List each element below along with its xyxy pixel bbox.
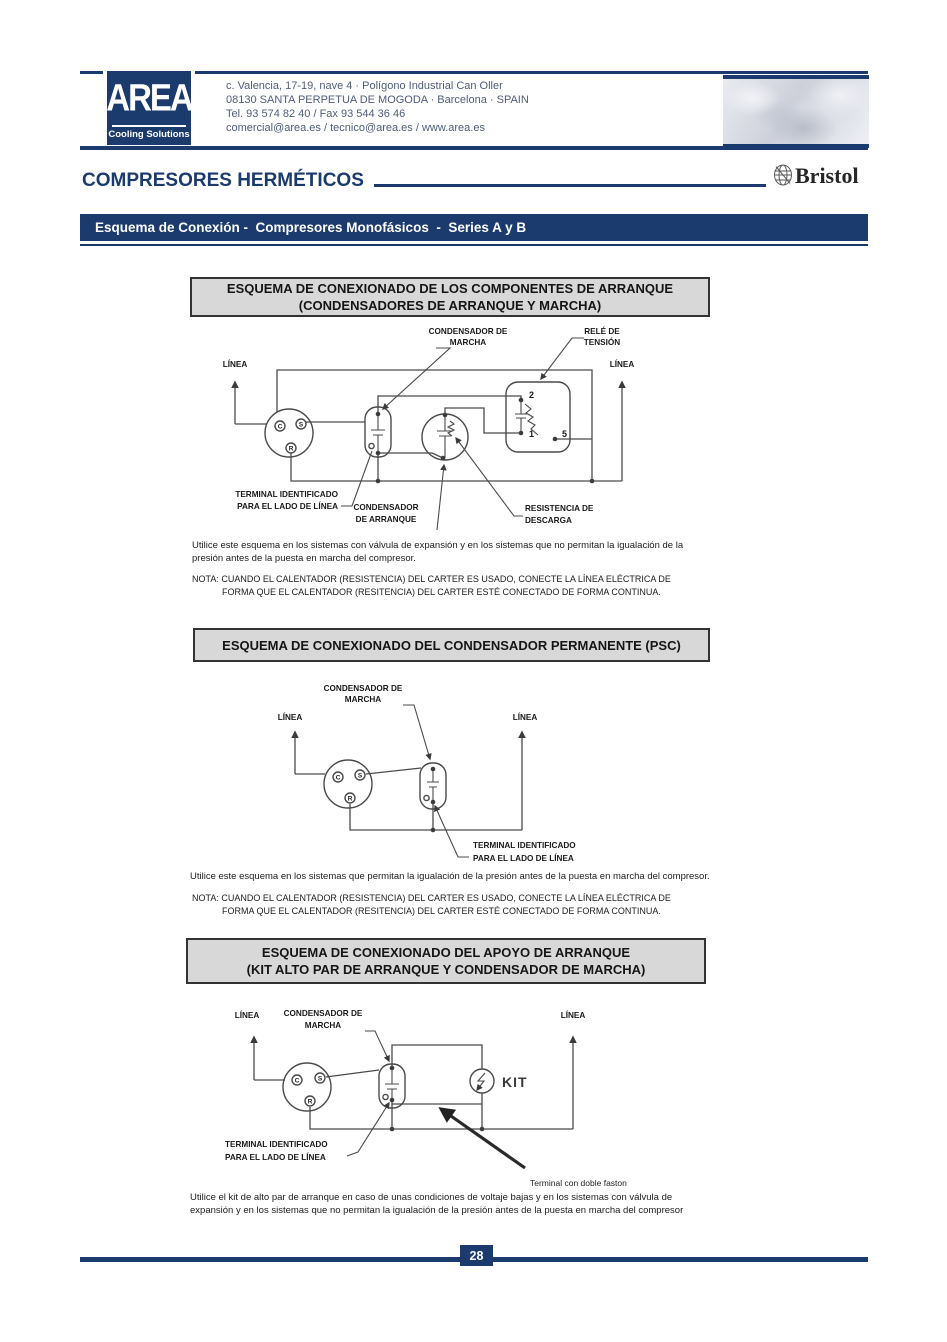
run-capacitor-label-2: MARCHA	[304, 1021, 342, 1030]
section-banner: Esquema de Conexión - Compresores Monofásicos - Series A y B	[80, 214, 868, 241]
faston-label: Terminal con doble faston	[530, 1178, 627, 1188]
terminal-s-label: S	[317, 1075, 323, 1083]
run-capacitor-leader	[383, 348, 450, 409]
diagram3-caption-line2: expansión y en los sistemas que no permitan la igualación de la presión antes de la puesta en marcha del compresor	[190, 1205, 684, 1216]
terminal-s-label: S	[357, 772, 363, 780]
discharge-resistor-symbol	[448, 421, 454, 436]
junction-dot	[590, 479, 595, 484]
globe-icon	[772, 163, 794, 189]
run-capacitor-label-2: MARCHA	[344, 695, 382, 704]
run-capacitor-leader	[403, 705, 430, 759]
diagram2-caption-line1: Utilice este esquema en los sistemas que permitan la igualación de la presión antes de la puesta en marcha del compresor.	[190, 871, 710, 882]
diagram1-title-line2: (CONDENSADORES DE ARRANQUE Y MARCHA)	[298, 298, 602, 313]
identified-terminal-label-2: PARA EL LADO DE LÍNEA	[473, 854, 574, 863]
relay-terminal-2-label: 2	[529, 390, 535, 400]
kit-label: KIT	[502, 1074, 528, 1090]
diagram2-title-box	[193, 628, 710, 662]
bristol-logo	[772, 163, 859, 189]
linea-right-label: LÍNEA	[512, 713, 538, 722]
terminal-c-label: C	[335, 774, 341, 782]
diagram2-caption	[190, 870, 725, 883]
diagram3-caption	[190, 1191, 720, 1217]
phone-fax-line: Tel. 93 574 82 40 / Fax 93 544 36 46	[226, 108, 406, 120]
junction-dot	[376, 479, 381, 484]
voltage-relay-symbol	[506, 382, 570, 452]
run-capacitor-leader	[365, 1031, 389, 1061]
identified-terminal-leader	[341, 451, 372, 506]
diagram2-nota-line2: FORMA QUE EL CALENTADOR (RESITENCIA) DEL CARTER ESTÉ CONECTADO DE FORMA CONTINUA.	[222, 905, 661, 916]
junction-dot	[390, 1127, 395, 1132]
linea-left-label: LÍNEA	[222, 360, 248, 369]
header-bottom-rule	[80, 146, 868, 150]
area-logo-text: AREA	[106, 76, 192, 119]
linea-left-label: LÍNEA	[277, 713, 303, 722]
email-web-line: comercial@area.es / tecnico@area.es / www.area.es	[226, 122, 485, 134]
page-number-badge: 28	[460, 1245, 493, 1266]
terminal-r-label: R	[347, 795, 353, 803]
diagram3-caption-line1: Utilice el kit de alto par de arranque en caso de unas condiciones de voltaje bajas y en los sistemas con válvula de	[190, 1192, 673, 1203]
diagram3-title-box	[186, 938, 706, 984]
company-address-block	[226, 79, 529, 135]
diagram1-caption-line1: Utilice este esquema en los sistemas con válvula de expansión y en los sistemas que no permitan la igualación de la	[192, 540, 684, 551]
identified-terminal-label-1: TERMINAL IDENTIFICADO	[225, 1140, 328, 1149]
diagram2-wires	[295, 732, 522, 830]
title-rule	[374, 184, 766, 187]
banner-underline	[80, 244, 868, 246]
linea-right-label: LÍNEA	[560, 1011, 586, 1020]
identified-terminal-label-1: TERMINAL IDENTIFICADO	[235, 490, 338, 499]
terminal-c-label: C	[294, 1077, 300, 1085]
start-capacitor-label-1: CONDENSADOR	[353, 503, 419, 512]
relay-terminal-1-label: 1	[529, 429, 535, 439]
junction-dot	[431, 828, 436, 833]
diagram1-title-line1: ESQUEMA DE CONEXIONADO DE LOS COMPONENTES DE ARRANQUE	[226, 281, 674, 296]
discharge-resistor-label-2: DESCARGA	[525, 516, 572, 525]
diagram1-nota-line2: FORMA QUE EL CALENTADOR (RESITENCIA) DEL CARTER ESTÉ CONECTADO DE FORMA CONTINUA.	[222, 586, 661, 597]
start-capacitor-label-2: DE ARRANQUE	[355, 515, 417, 524]
run-capacitor-label-1: CONDENSADOR DE	[323, 684, 403, 693]
area-logo-tagline: Cooling Solutions	[108, 129, 190, 140]
address-line-2: 08130 SANTA PERPETUA DE MOGODA · Barcelona · SPAIN	[226, 94, 529, 106]
junction-dot	[480, 1127, 485, 1132]
discharge-resistor-label-1: RESISTENCIA DE	[525, 504, 594, 513]
header-decorative-image	[723, 75, 869, 148]
terminal-s-label: S	[298, 421, 304, 429]
run-capacitor-symbol	[365, 407, 391, 457]
terminal-r-label: R	[307, 1098, 313, 1106]
start-capacitor-symbol	[422, 413, 468, 461]
area-logo	[103, 67, 195, 149]
linea-right-label: LÍNEA	[609, 360, 635, 369]
header-top-rule	[80, 71, 868, 74]
page-title: COMPRESORES HERMÉTICOS	[82, 170, 364, 191]
diagram2-title: ESQUEMA DE CONEXIONADO DEL CONDENSADOR PERMANENTE (PSC)	[222, 637, 681, 653]
run-capacitor-label-1: CONDENSADOR DE	[283, 1009, 363, 1018]
run-capacitor-symbol	[420, 763, 446, 809]
relay-label-2: TENSIÓN	[583, 338, 621, 347]
linea-left-label: LÍNEA	[234, 1011, 260, 1020]
run-capacitor-label-2: MARCHA	[449, 338, 487, 347]
diagram2-schematic	[245, 678, 665, 868]
diagram1-nota-line1: NOTA: CUANDO EL CALENTADOR (RESISTENCIA) DEL CARTER ES USADO, CONECTE LA LÍNEA ELÉCTRICA DE	[192, 574, 671, 584]
identified-terminal-label-2: PARA EL LADO DE LÍNEA	[225, 1153, 326, 1162]
relay-label-1: RELÉ DE	[584, 327, 620, 336]
faston-arrow	[441, 1109, 525, 1168]
diagram3-title-line1: ESQUEMA DE CONEXIONADO DEL APOYO DE ARRANQUE	[261, 945, 631, 960]
start-capacitor-leader	[437, 465, 444, 530]
diagram3-schematic	[195, 1000, 665, 1195]
diagram2-nota	[192, 892, 717, 917]
diagram1-nota	[192, 573, 717, 598]
identified-terminal-label-2: PARA EL LADO DE LÍNEA	[237, 502, 338, 511]
diagram1-wires	[235, 370, 622, 481]
identified-terminal-leader	[435, 806, 469, 857]
kit-symbol	[470, 1069, 494, 1093]
run-capacitor-label-1: CONDENSADOR DE	[428, 327, 508, 336]
relay-terminal-5-label: 5	[562, 429, 568, 439]
bristol-wordmark: Bristol	[795, 163, 859, 188]
diagram1-caption	[192, 539, 717, 565]
run-capacitor-symbol	[379, 1064, 405, 1108]
terminal-r-label: R	[288, 445, 294, 453]
terminal-c-label: C	[277, 423, 283, 431]
discharge-resistor-leader	[456, 438, 523, 516]
diagram1-schematic	[188, 320, 658, 535]
identified-terminal-label-1: TERMINAL IDENTIFICADO	[473, 841, 576, 850]
relay-leader	[541, 338, 584, 379]
diagram1-caption-line2: presión antes de la puesta en marcha del compresor.	[192, 553, 416, 564]
diagram1-title-box	[190, 277, 710, 317]
diagram2-nota-line1: NOTA: CUANDO EL CALENTADOR (RESISTENCIA) DEL CARTER ES USADO, CONECTE LA LÍNEA ELÉCTRICA DE	[192, 893, 671, 903]
address-line-1: c. Valencia, 17-19, nave 4 · Polígono Industrial Can Oller	[226, 80, 503, 92]
diagram3-title-line2: (KIT ALTO PAR DE ARRANQUE Y CONDENSADOR DE MARCHA)	[246, 962, 646, 977]
